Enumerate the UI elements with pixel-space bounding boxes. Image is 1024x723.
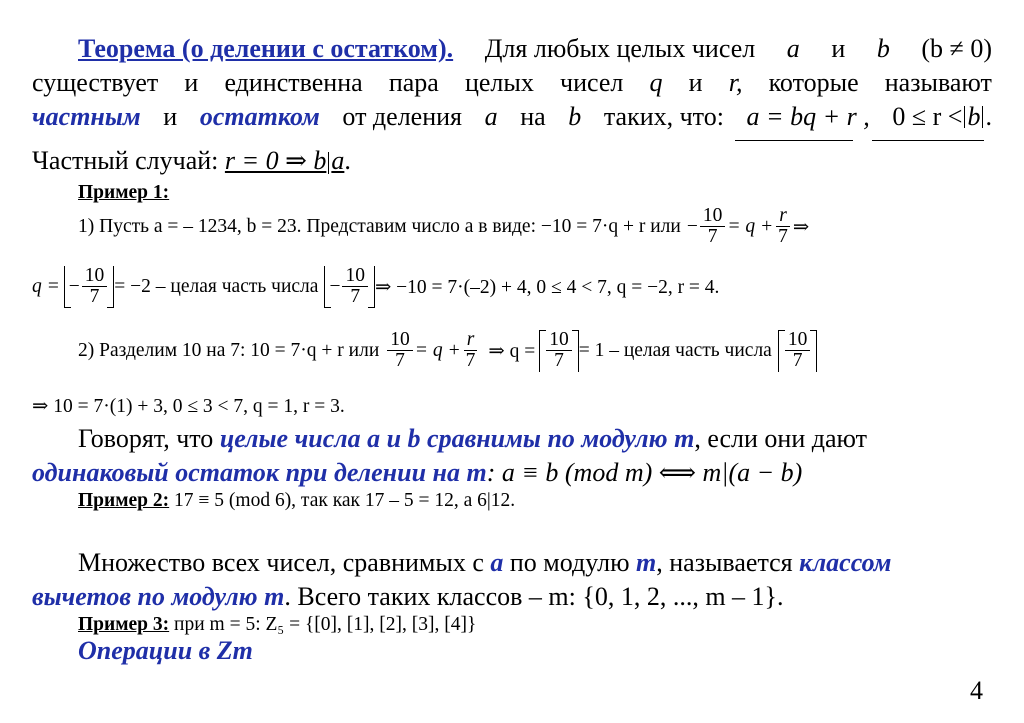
word: r, [728,68,743,97]
var-a: a [331,146,345,175]
example1-line-4 [32,394,345,418]
eq-q-plus: = q + [414,339,461,361]
denominator: 7 [707,226,718,248]
minus-sign: − [329,275,341,297]
same-remainder-term: одинаковый остаток при делении на m [32,458,487,487]
formula-underline [872,140,984,141]
page-number: 4 [970,676,983,705]
numerator: 10 [342,266,368,287]
theorem-line-1 [78,34,992,64]
theorem-line-3 [32,102,992,132]
example1-text: 1) Пусть a = – 1234, b = 23. Представим число a в виде: −10 = 7·q + r или [78,215,681,237]
word: q [649,68,663,97]
numerator: 10 [546,330,572,351]
numerator: r [464,330,478,351]
bound-end: . [985,102,992,131]
abs-bar [982,106,983,128]
operations-title: Операции в Zm [78,636,253,665]
implies-q: ⇒ q = [488,340,536,362]
congruence-formula: : a ≡ b (mod m) ⟺ m|(a − b) [486,458,803,487]
numerator: 10 [700,206,726,227]
classes-text: Множество всех чисел, сравнимых с [78,548,484,577]
fraction-10-7 [387,330,413,372]
divide-text: 2) Разделим 10 на 7: 10 = 7·q + r или [78,339,380,361]
floor-bracket [64,266,115,308]
var-b: b [568,102,582,131]
bound-b: b [967,102,981,131]
formula-underline [735,140,853,141]
and-word: и [163,102,178,131]
denominator: 7 [465,350,476,372]
denominator: 7 [778,226,788,248]
eq-q-plus: = q + [727,215,774,237]
implies-sign: ⇒ [792,216,810,238]
example3-text: при m = 5: Z₅ = {[0], [1], [2], [3], [4]} [174,614,477,635]
numerator: 10 [785,330,811,351]
say-text: Говорят, что [78,424,214,453]
integer-part-text: = 1 – целая часть числа [578,339,772,361]
operations-heading [78,636,253,666]
theorem-condition: (b ≠ 0) [921,34,992,63]
denominator: 7 [89,286,100,308]
on-word: на [520,102,546,131]
word: целых [464,68,534,97]
r-equals: r = 0 ⇒ b [224,146,327,175]
period: . [344,146,351,175]
word: и [184,68,199,97]
division-formula: a = bq + r , [746,102,870,131]
word: пара [388,68,439,97]
denominator: 7 [792,350,803,372]
denominator: 7 [554,350,564,372]
remainder-term: остатком [199,102,320,131]
fraction-r-7 [775,206,791,248]
fraction-10-7 [82,266,108,308]
theorem-var-b: b [876,34,890,63]
minus-sign: − [686,215,698,237]
example1-line-3 [78,330,817,372]
q-equals: q = [32,275,60,297]
example1-title [78,182,169,204]
modulo-text: по модулю [509,548,630,577]
remainder-result: ⇒ −10 = 7·(–2) + 4, 0 ≤ 4 < 7, q = −2, r = 4. [374,276,720,298]
example1-line-1 [78,206,809,248]
division-text: от деления [342,102,462,131]
theorem-title: Теорема (о делении с остатком). [78,34,454,63]
special-case [32,146,351,176]
word: называют [884,68,992,97]
theorem-var-a: a [786,34,800,63]
fraction-r-7 [463,330,479,372]
floor-bracket [778,330,818,372]
example1-heading: Пример 1: [78,182,170,203]
remainder-bound [892,102,992,132]
residues-term: вычетов по модулю m [32,582,285,611]
numerator: 10 [387,330,413,351]
denominator: 7 [395,350,405,372]
word: которые [768,68,859,97]
minus-sign: − [68,275,80,297]
word: и [688,68,703,97]
divides-bar [328,152,329,174]
example3-heading: Пример 3: [78,614,170,635]
floor-bracket [324,266,375,308]
fraction-10-7 [342,266,368,308]
word: чисел [560,68,624,97]
example2-heading: Пример 2: [78,490,170,511]
congruence-term: целые числа a и b сравнимы по модулю m [219,424,695,453]
example1-line-2 [32,266,719,308]
abs-bar [964,106,965,128]
such-that-text: таких, что: [603,102,724,131]
integer-part-text: = −2 – целая часть числа [114,275,319,297]
special-case-label: Частный случай: [32,146,219,175]
example1-result: ⇒ 10 = 7·(1) + 3, 0 ≤ 3 < 7, q = 1, r = 3. [32,396,345,417]
example2 [78,490,515,512]
floor-bracket [539,330,579,372]
classes-line-1 [78,548,891,578]
example2-text: 17 ≡ 5 (mod 6), так как 17 – 5 = 12, а 6|12. [174,490,516,511]
numerator: 10 [82,266,108,287]
fraction-10-7 [700,206,726,248]
word: существует [32,68,159,97]
fraction-10-7 [785,330,811,372]
congruence-tail: , если они дают [694,424,867,453]
congruence-line-2 [32,458,802,488]
var-m: m [636,548,657,577]
word: единственна [224,68,363,97]
bound-left: 0 ≤ r < [892,102,963,131]
var-a: a [490,548,504,577]
fraction-10-7 [546,330,572,372]
denominator: 7 [350,286,361,308]
class-term: классом [799,548,892,577]
special-case-formula [225,146,344,175]
var-a: a [484,102,498,131]
quotient-term: частным [32,102,141,131]
theorem-and: и [831,34,846,63]
called-text: , называется [656,548,793,577]
example3 [78,614,476,636]
theorem-line1-text: Для любых целых чисел [484,34,756,63]
theorem-line-2 [32,68,992,98]
congruence-line-1 [78,424,867,454]
classes-count: . Всего таких классов – m: {0, 1, 2, ..., m – 1}. [284,582,784,611]
numerator: r [776,206,790,227]
classes-line-2 [32,582,784,612]
